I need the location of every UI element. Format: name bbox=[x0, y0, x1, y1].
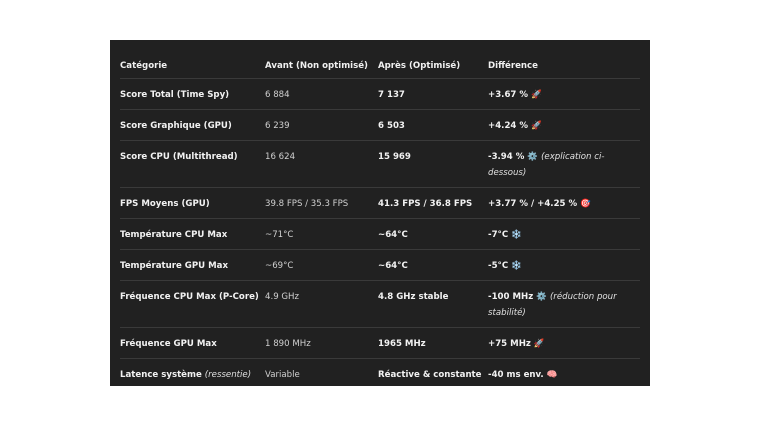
table-row bbox=[120, 358, 640, 389]
value-difference: -5°C bbox=[488, 260, 509, 271]
value-difference: -100 MHz bbox=[488, 291, 534, 302]
row-label: Score CPU (Multithread) bbox=[120, 151, 238, 162]
value-difference: +3.77 % / +4.25 % bbox=[488, 198, 578, 209]
value-difference: -7°C bbox=[488, 229, 509, 240]
row-label: Température CPU Max bbox=[120, 229, 228, 240]
row-label: Fréquence CPU Max (P-Core) bbox=[120, 291, 259, 302]
value-before: 1 890 MHz bbox=[265, 338, 311, 349]
row-label: Latence système bbox=[120, 369, 202, 380]
value-difference: +4.24 % bbox=[488, 120, 529, 131]
value-after: ~64°C bbox=[378, 229, 408, 240]
value-after: 15 969 bbox=[378, 151, 411, 162]
value-after: Réactive & constante bbox=[378, 369, 482, 380]
table-row bbox=[120, 249, 640, 280]
table-row bbox=[120, 109, 640, 140]
row-label: Température GPU Max bbox=[120, 260, 229, 271]
value-after: 7 137 bbox=[378, 89, 405, 100]
target-icon: 🎯 bbox=[580, 198, 591, 209]
comparison-panel bbox=[110, 40, 650, 386]
table-row bbox=[120, 140, 640, 187]
value-difference: +75 MHz bbox=[488, 338, 531, 349]
row-label: Score Graphique (GPU) bbox=[120, 120, 232, 131]
snowflake-icon: ❄️ bbox=[511, 229, 522, 240]
difference-note: (explication ci-dessous) bbox=[488, 151, 605, 178]
value-after: ~64°C bbox=[378, 260, 408, 271]
brain-icon: 🧠 bbox=[546, 369, 558, 380]
row-label: Score Total (Time Spy) bbox=[120, 89, 230, 100]
row-label-note: (ressentie) bbox=[204, 369, 252, 380]
value-before: 16 624 bbox=[265, 151, 296, 162]
table-row bbox=[120, 280, 640, 327]
header-category: Catégorie bbox=[120, 60, 168, 71]
value-after: 41.3 FPS / 36.8 FPS bbox=[378, 198, 473, 209]
table-row bbox=[120, 187, 640, 218]
header-before: Avant (Non optimisé) bbox=[265, 60, 368, 71]
value-difference: +3.67 % bbox=[488, 89, 529, 100]
value-before: ~69°C bbox=[265, 260, 294, 271]
value-before: 6 884 bbox=[265, 89, 290, 100]
difference-note: (réduction pour stabilité) bbox=[488, 291, 617, 318]
comparison-table bbox=[120, 44, 640, 389]
header-after: Après (Optimisé) bbox=[378, 60, 461, 71]
value-after: 6 503 bbox=[378, 120, 405, 131]
value-before: ~71°C bbox=[265, 229, 294, 240]
table-row bbox=[120, 327, 640, 358]
header-difference: Différence bbox=[488, 60, 538, 71]
snowflake-icon: ❄️ bbox=[511, 260, 522, 271]
value-before: 6 239 bbox=[265, 120, 290, 131]
row-label: FPS Moyens (GPU) bbox=[120, 198, 210, 209]
value-difference: -3.94 % bbox=[488, 151, 525, 162]
table-header-row bbox=[120, 44, 640, 78]
value-before: Variable bbox=[265, 369, 300, 380]
row-label: Fréquence GPU Max bbox=[120, 338, 217, 349]
value-before: 39.8 FPS / 35.3 FPS bbox=[265, 198, 349, 209]
value-after: 1965 MHz bbox=[378, 338, 426, 349]
value-after: 4.8 GHz stable bbox=[378, 291, 449, 302]
value-difference: -40 ms env. bbox=[488, 369, 544, 380]
rocket-icon: 🚀 bbox=[533, 338, 545, 349]
rocket-icon: 🚀 bbox=[531, 120, 542, 131]
table-row bbox=[120, 78, 640, 109]
gear-icon: ⚙️ bbox=[536, 291, 547, 302]
table-row bbox=[120, 218, 640, 249]
value-before: 4.9 GHz bbox=[265, 291, 300, 302]
gear-icon: ⚙️ bbox=[527, 151, 539, 162]
rocket-icon: 🚀 bbox=[531, 89, 542, 100]
